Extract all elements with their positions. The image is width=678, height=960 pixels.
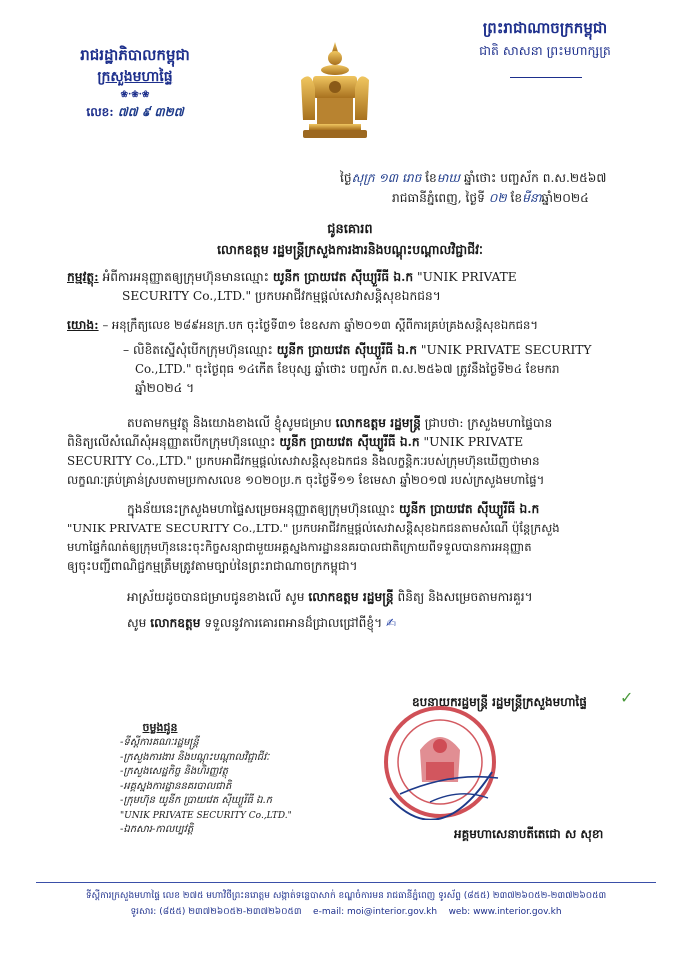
p3-title: លោកឧត្តម រដ្ឋមន្ត្រី	[308, 590, 394, 604]
p2-line-2: "UNIK PRIVATE SECURITY Co.,LTD." ប្រកបអាជីវកម្មផ្តល់សេវាសន្តិសុខឯកជនតាមសំណើ ប៉ុន្តែក្រសួង	[67, 521, 560, 535]
lunar-month-handwritten: មាឃ	[436, 171, 461, 185]
solar-date	[392, 190, 652, 208]
cc-list	[120, 720, 320, 838]
signatory-name: អគ្គមហាសេនាបតីតេជោ ស សុខា	[454, 827, 604, 841]
footer-address: ទីស្តីការក្រសួងមហាផ្ទៃ លេខ ២៧៥ មហាវិថីព្រះនរោត្តម សង្កាត់ទន្លេបាសាក់ ខណ្ឌចំការមន រាជធានីភ្នំពេញ ទូរស័ព្ទ (៨៥៥) ២៣៧២៦០៥២-២៣៧២៦០៥៣	[85, 891, 607, 901]
footer	[36, 888, 656, 920]
official-seal-icon	[370, 702, 510, 820]
p3-text-a: អាស្រ័យដូចបានជម្រាបជូនខាងលើ សូម	[127, 590, 305, 604]
p1-line-3: SECURITY Co.,LTD." ប្រកបអាជីវកម្មផ្តល់សេវាសន្តិសុខឯកជន និងលក្ខន្តិកៈរបស់ក្រុមហ៊ុនឃើញថាមាន	[67, 454, 540, 468]
p2-line-1	[67, 500, 655, 519]
lunar-date	[340, 170, 650, 188]
p1-line2-en: "UNIK PRIVATE	[423, 435, 524, 449]
reference-item-2-en: "UNIK PRIVATE SECURITY	[420, 343, 592, 357]
reference-label: លេខ:	[86, 105, 114, 119]
body-paragraph-4	[127, 614, 655, 633]
solar-month-handwritten: មីនា	[522, 191, 542, 205]
reference-item-2-line-2: Co.,LTD." ចុះថ្ងៃពុធ ១៤កើត ខែបុស្ស ឆ្នាំថោះ បញ្ចស័ក ព.ស.២៥៦៧ ត្រូវនឹងថ្ងៃទី២៤ ខែមករា	[135, 362, 560, 376]
subject-label: កម្មវត្ថុ:	[67, 270, 99, 284]
reference-block	[67, 316, 655, 398]
p4-text-b: ទទួលនូវការគោរពអានដ៏ជ្រាលជ្រៅពីខ្ញុំ។	[204, 616, 383, 630]
p1-line2-text: ពិនិត្យលើសំណើសុំអនុញ្ញាតបើកក្រុមហ៊ុនឈ្មោះ	[67, 435, 276, 449]
p1-text-a: តបតាមកម្មវត្ថុ និងយោងខាងលើ ខ្ញុំសូមជម្រាប	[127, 416, 332, 430]
p1-line-2	[67, 433, 655, 452]
motto-divider	[510, 77, 582, 78]
p1-company: យូនីក ប្រាយវេត ស៊ីឃ្យួរីធី ឯ.ក	[279, 435, 420, 449]
p1-line-1	[67, 414, 655, 433]
footer-contact	[36, 904, 656, 920]
footer-email[interactable]: e-mail: moi@interior.gov.kh	[313, 907, 438, 917]
royal-emblem	[293, 40, 377, 140]
solar-year: ឆ្នាំ២០២៤	[541, 191, 589, 205]
ministry-name: ក្រសួងមហាផ្ទៃ	[97, 69, 173, 85]
p1-title: លោកឧត្តម រដ្ឋមន្ត្រី	[335, 416, 421, 430]
initial-mark: ✍	[386, 616, 397, 630]
recipient-salutation: ជូនគោរព	[327, 222, 373, 237]
p2-company: យូនីក ប្រាយវេត ស៊ីឃ្យួរីធី ឯ.ក	[398, 502, 540, 516]
p2-line-4: ឲ្យចុះបញ្ជីពាណិជ្ជកម្មត្រឹមត្រូវតាមច្បាប់នៃព្រះរាជាណាចក្រកម្ពុជា។	[67, 559, 358, 573]
reference-item-2-line-1	[67, 341, 655, 360]
reference-number-handwritten: ៧៧ ៩ ៣២៧	[117, 105, 184, 119]
p4-title: លោកឧត្តម	[150, 616, 201, 630]
solar-date-prefix: រាជធានីភ្នំពេញ, ថ្ងៃទី	[392, 191, 485, 205]
reference-item-2-line-3: ឆ្នាំ២០២៤ ។	[135, 381, 195, 395]
kingdom-header-right	[440, 16, 650, 62]
lunar-month-prefix: ខែ	[425, 171, 437, 185]
lunar-day-handwritten: សុក្រ ១៣ រោច	[351, 171, 422, 185]
lunar-date-prefix: ថ្ងៃ	[340, 171, 352, 185]
reference-number	[40, 102, 230, 122]
cc-heading: ចម្លងជូន	[142, 721, 178, 734]
royal-emblem-icon	[293, 40, 377, 140]
reference-item-2-company: យូនីក ប្រាយវេត ស៊ីឃ្យួរីធី ឯ.ក	[276, 343, 418, 357]
solar-month-prefix: ខែ	[510, 191, 523, 205]
reference-item-1: – អនុក្រឹត្យលេខ ២៨៩អនក្រ.បក ចុះថ្ងៃទី៣១ ខែឧសភា ឆ្នាំ២០១៣ ស្តីពីការគ្រប់គ្រងសន្តិសុខឯកជន។	[102, 318, 538, 332]
cc-item: -ក្រសួងការងារ និងបណ្តុះបណ្តាលវិជ្ជាជីវៈ	[120, 751, 270, 763]
body-paragraph-3	[127, 588, 655, 607]
body-paragraph-1	[67, 414, 655, 490]
cc-item: -ក្រុមហ៊ុន យូនីក ប្រាយវេត ស៊ីឃ្យួរីធី ឯ.ក	[120, 795, 272, 806]
recipient-block	[150, 220, 550, 260]
p2-text-a: ក្នុងន័យនេះក្រសួងមហាផ្ទៃសម្រេចអនុញ្ញាតឲ្យក្រុមហ៊ុនឈ្មោះ	[127, 502, 396, 516]
subject-company-en: "UNIK PRIVATE	[417, 270, 517, 284]
reference-item-2-a: – លិខិតស្នើសុំបើកក្រុមហ៊ុនឈ្មោះ	[123, 343, 273, 357]
cc-item: -អគ្គស្នងការដ្ឋាននគរបាលជាតិ	[120, 780, 232, 792]
p4-text-a: សូម	[127, 616, 147, 630]
subject-line-2: SECURITY Co.,LTD." ប្រកបអាជីវកម្មផ្តល់សេវាសន្តិសុខឯកជន។	[122, 289, 441, 303]
national-motto: ជាតិ សាសនា ព្រះមហាក្សត្រ	[479, 43, 611, 58]
lunar-year: ឆ្នាំថោះ បញ្ចស័ក ព.ស.២៥៦៧	[463, 171, 607, 185]
government-name: រាជរដ្ឋាភិបាលកម្ពុជា	[80, 46, 190, 64]
kingdom-name: ព្រះរាជាណាចក្រកម្ពុជា	[482, 19, 608, 37]
subject-line-1	[67, 268, 655, 287]
cc-item: -ឯកសារ-កាលប្បវត្តិ	[120, 824, 194, 835]
subject-text-a: អំពីការអនុញ្ញាតឲ្យក្រុមហ៊ុនមានឈ្មោះ	[102, 270, 269, 284]
cc-item: -ទីស្តីការគណៈរដ្ឋមន្ត្រី	[120, 737, 199, 748]
footer-website[interactable]: web: www.interior.gov.kh	[448, 907, 562, 917]
approval-checkmark-icon: ✓	[620, 688, 634, 707]
solar-day-handwritten: ០២	[488, 191, 507, 205]
body-paragraph-2	[67, 500, 655, 576]
reference-label: យោង:	[67, 318, 99, 332]
p1-text-b: ជ្រាបថា: ក្រសួងមហាផ្ទៃបាន	[424, 416, 553, 430]
official-seal	[370, 702, 510, 820]
footer-fax: ទូរសារ: (៨៥៥) ២៣៧២៦០៥២-២៣៧២៦០៥៣	[130, 907, 302, 917]
subject-company-kh: យូនីក ប្រាយវេត ស៊ីឃ្យួរីធី ឯ.ក	[272, 270, 414, 284]
recipient-title: លោកឧត្តម រដ្ឋមន្ត្រីក្រសួងការងារនិងបណ្តុះបណ្តាលវិជ្ជាជីវៈ	[217, 242, 483, 257]
reference-line-1	[67, 316, 655, 335]
cc-item: "UNIK PRIVATE SECURITY Co.,LTD."	[120, 810, 292, 821]
p3-text-b: ពិនិត្យ និងសម្រេចតាមការគួរ។	[397, 590, 533, 604]
footer-divider	[36, 882, 656, 883]
subject-block	[67, 268, 655, 306]
ministry-header-left	[40, 44, 230, 122]
header-ornament: ❀·❀·❀	[120, 90, 150, 100]
p1-line-4: លក្ខណៈគ្រប់គ្រាន់ស្របតាមប្រកាសលេខ ១០២០ប្រ.ក ចុះថ្ងៃទី១១ ខែមេសា ឆ្នាំ២០១៧ របស់ក្រសួងមហាផ្ទៃ។	[67, 473, 545, 487]
p2-line-3: មហាផ្ទៃកំណត់ឲ្យក្រុមហ៊ុននេះចុះកិច្ចសន្យាជាមួយអគ្គស្នងការដ្ឋាននគរបាលជាតិក្រោយពីទទួលបានការអនុញ្ញាត	[67, 540, 532, 554]
signatory-title: ឧបនាយករដ្ឋមន្ត្រី រដ្ឋមន្ត្រីក្រសួងមហាផ្ទៃ	[412, 695, 587, 709]
cc-item: -ក្រសួងសេដ្ឋកិច្ច និងហិរញ្ញវត្ថុ	[120, 766, 228, 777]
